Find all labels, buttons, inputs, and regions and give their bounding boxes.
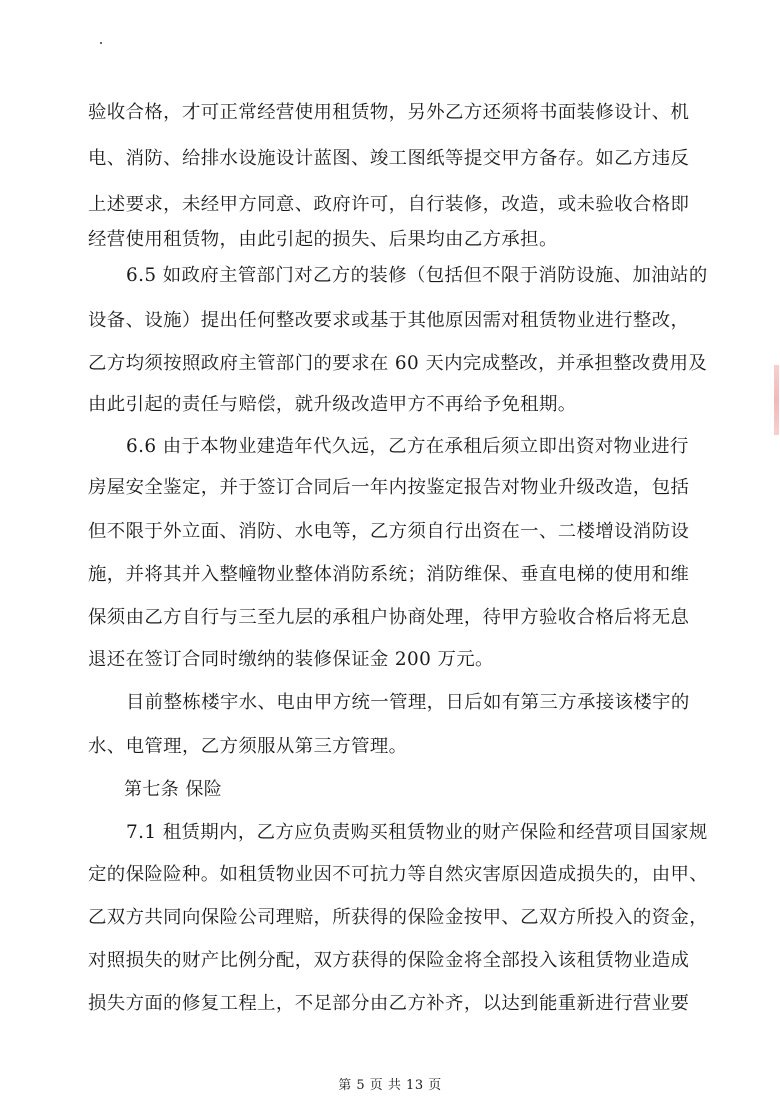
body-line: 施，并将其并入整幢物业整体消防系统；消防维保、垂直电梯的使用和维 — [88, 564, 690, 585]
scan-speck — [100, 42, 102, 44]
clause-7-1-line: 7.1 租赁期内，乙方应负责购买租赁物业的财产保险和经营项目国家规 — [126, 822, 708, 843]
body-line: 乙方均须按照政府主管部门的要求在 60 天内完成整改，并承担整改费用及 — [88, 353, 708, 374]
seal-edge-mark — [774, 365, 779, 435]
body-line: 乙双方共同向保险公司理赔，所获得的保险金按甲、乙双方所投入的资金， — [88, 907, 709, 928]
body-line: 设备、设施）提出任何整改要求或基于其他原因需对租赁物业进行整改， — [88, 310, 690, 331]
page-footer: 第 5 页 共 13 页 — [338, 1078, 442, 1093]
body-line: 验收合格，才可正常经营使用租赁物，另外乙方还须将书面装修设计、机 — [88, 102, 690, 123]
body-line: 对照损失的财产比例分配，双方获得的保险金将全部投入该租赁物业造成 — [88, 950, 690, 971]
body-line: 经营使用租赁物，由此引起的损失、后果均由乙方承担。 — [88, 229, 558, 250]
body-line: 保须由乙方自行与三至九层的承租户协商处理，待甲方验收合格后将无息 — [88, 607, 690, 628]
body-line: 退还在签订合同时缴纳的装修保证金 200 万元。 — [88, 649, 494, 670]
body-line: 但不限于外立面、消防、水电等，乙方须自行出资在一、二楼增设消防设 — [88, 521, 690, 542]
body-line: 由此引起的责任与赔偿，就升级改造甲方不再给予免租期。 — [88, 394, 577, 415]
clause-6-6-line: 6.6 由于本物业建造年代久远，乙方在承租后须立即出资对物业进行 — [126, 436, 689, 457]
body-line: 损失方面的修复工程上，不足部分由乙方补齐，以达到能重新进行营业要 — [88, 993, 690, 1014]
body-line: 水、电管理，乙方须服从第三方管理。 — [88, 736, 408, 757]
section-heading: 第七条 保险 — [124, 779, 223, 800]
paragraph-start-line: 目前整栋楼宇水、电由甲方统一管理，日后如有第三方承接该楼宇的 — [126, 692, 690, 713]
body-line: 定的保险险种。如租赁物业因不可抗力等自然灾害原因造成损失的，由甲、 — [88, 864, 709, 885]
body-line: 电、消防、给排水设施设计蓝图、竣工图纸等提交甲方备存。如乙方违反 — [88, 148, 690, 169]
body-line: 上述要求，未经甲方同意、政府许可，自行装修，改造，或未验收合格即 — [88, 194, 690, 215]
clause-6-5-line: 6.5 如政府主管部门对乙方的装修（包括但不限于消防设施、加油站的 — [126, 265, 708, 286]
body-line: 房屋安全鉴定，并于签订合同后一年内按鉴定报告对物业升级改造，包括 — [88, 477, 690, 498]
